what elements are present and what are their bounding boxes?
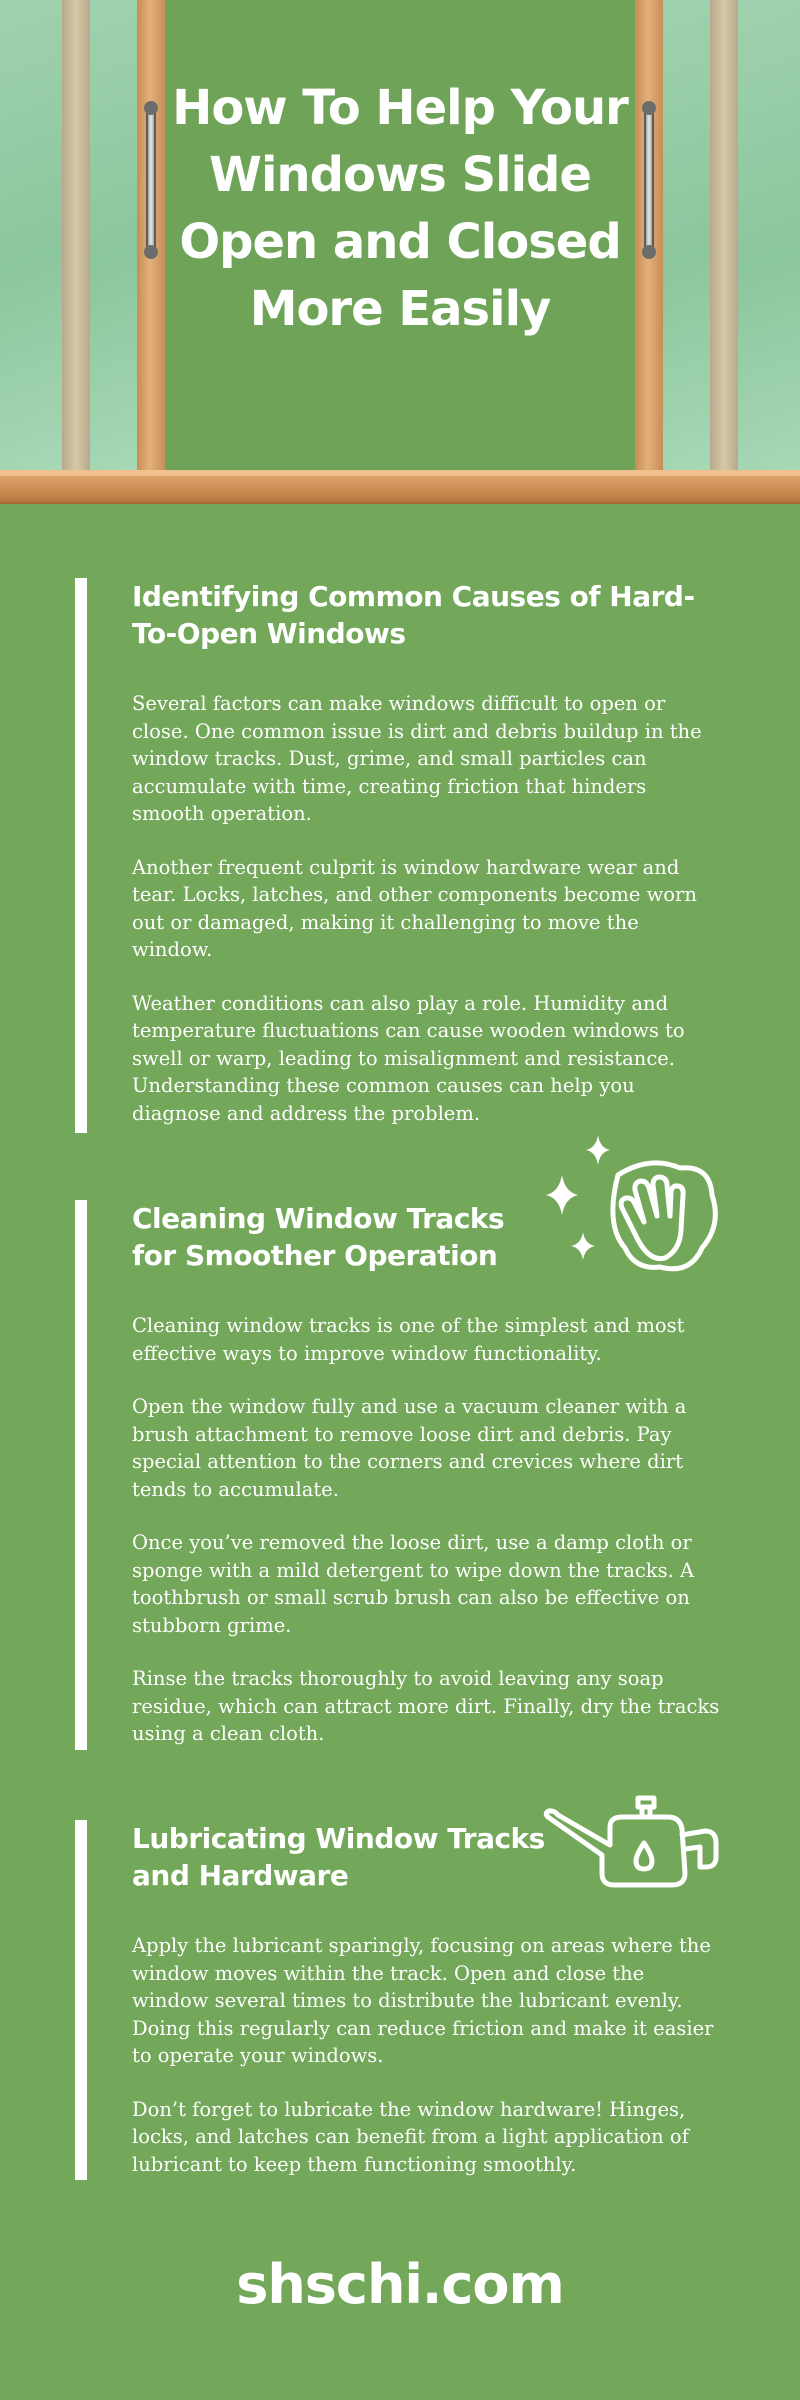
section-paragraph: Another frequent culprit is window hardware wear and tear. Locks, latches, and other components become worn out or damaged, making it challenging to move the window. <box>132 855 697 961</box>
window-handle-icon <box>644 105 654 255</box>
section-common-causes <box>75 578 725 1133</box>
section-cleaning-tracks <box>75 1200 725 1750</box>
section-paragraph: Don’t forget to lubricate the window hardware! Hinges, locks, and latches can benefit from a light application of lubricant to keep them functioning smoothly. <box>132 2097 689 2176</box>
section-accent-bar <box>75 1200 87 1750</box>
left-window-illustration <box>0 0 165 470</box>
window-handle-icon <box>146 105 156 255</box>
section-paragraph: Apply the lubricant sparingly, focusing on areas where the window moves within the track. Open and close the window several times to distribute the lubricant evenly. Doing this regularly can reduce friction and make it easier to operate your windows. <box>132 1934 714 2067</box>
section-heading: Cleaning Window Tracks for Smoother Operation <box>132 1202 505 1272</box>
section-accent-bar <box>75 1820 87 2180</box>
section-paragraph: Cleaning window tracks is one of the simplest and most effective ways to improve window functionality. <box>132 1314 685 1365</box>
section-paragraph: Several factors can make windows difficult to open or close. One common issue is dirt and debris buildup in the window tracks. Dust, grime, and small particles can accumulate with time, creating friction that hinders smooth operation. <box>132 692 702 825</box>
section-heading: Lubricating Window Tracks and Hardware <box>132 1822 545 1892</box>
page-title: How To Help Your Windows Slide Open and Closed More Easily <box>172 80 628 337</box>
site-footer-link[interactable]: shschi.com <box>236 2253 564 2316</box>
right-window-illustration <box>635 0 800 470</box>
section-paragraph: Once you’ve removed the loose dirt, use a damp cloth or sponge with a mild detergent to wipe down the tracks. A toothbrush or small scrub brush can also be effective on stubborn grime. <box>132 1531 695 1637</box>
section-paragraph: Weather conditions can also play a role. Humidity and temperature fluctuations can cause wooden windows to swell or warp, leading to misalignment and resistance. Understanding these common causes can help you diagnose and address the problem. <box>132 991 685 1125</box>
section-paragraph: Rinse the tracks thoroughly to avoid leaving any soap residue, which can attract more dirt. Finally, dry the tracks using a clean cloth. <box>132 1667 720 1745</box>
section-paragraph: Open the window fully and use a vacuum cleaner with a brush attachment to remove loose dirt and debris. Pay special attention to the corners and crevices where dirt tends to accumulate. <box>132 1395 687 1501</box>
header-illustration <box>0 0 800 505</box>
section-heading: Identifying Common Causes of Hard-To-Open Windows <box>132 580 695 650</box>
section-lubricating <box>75 1820 725 2180</box>
section-accent-bar <box>75 578 87 1133</box>
